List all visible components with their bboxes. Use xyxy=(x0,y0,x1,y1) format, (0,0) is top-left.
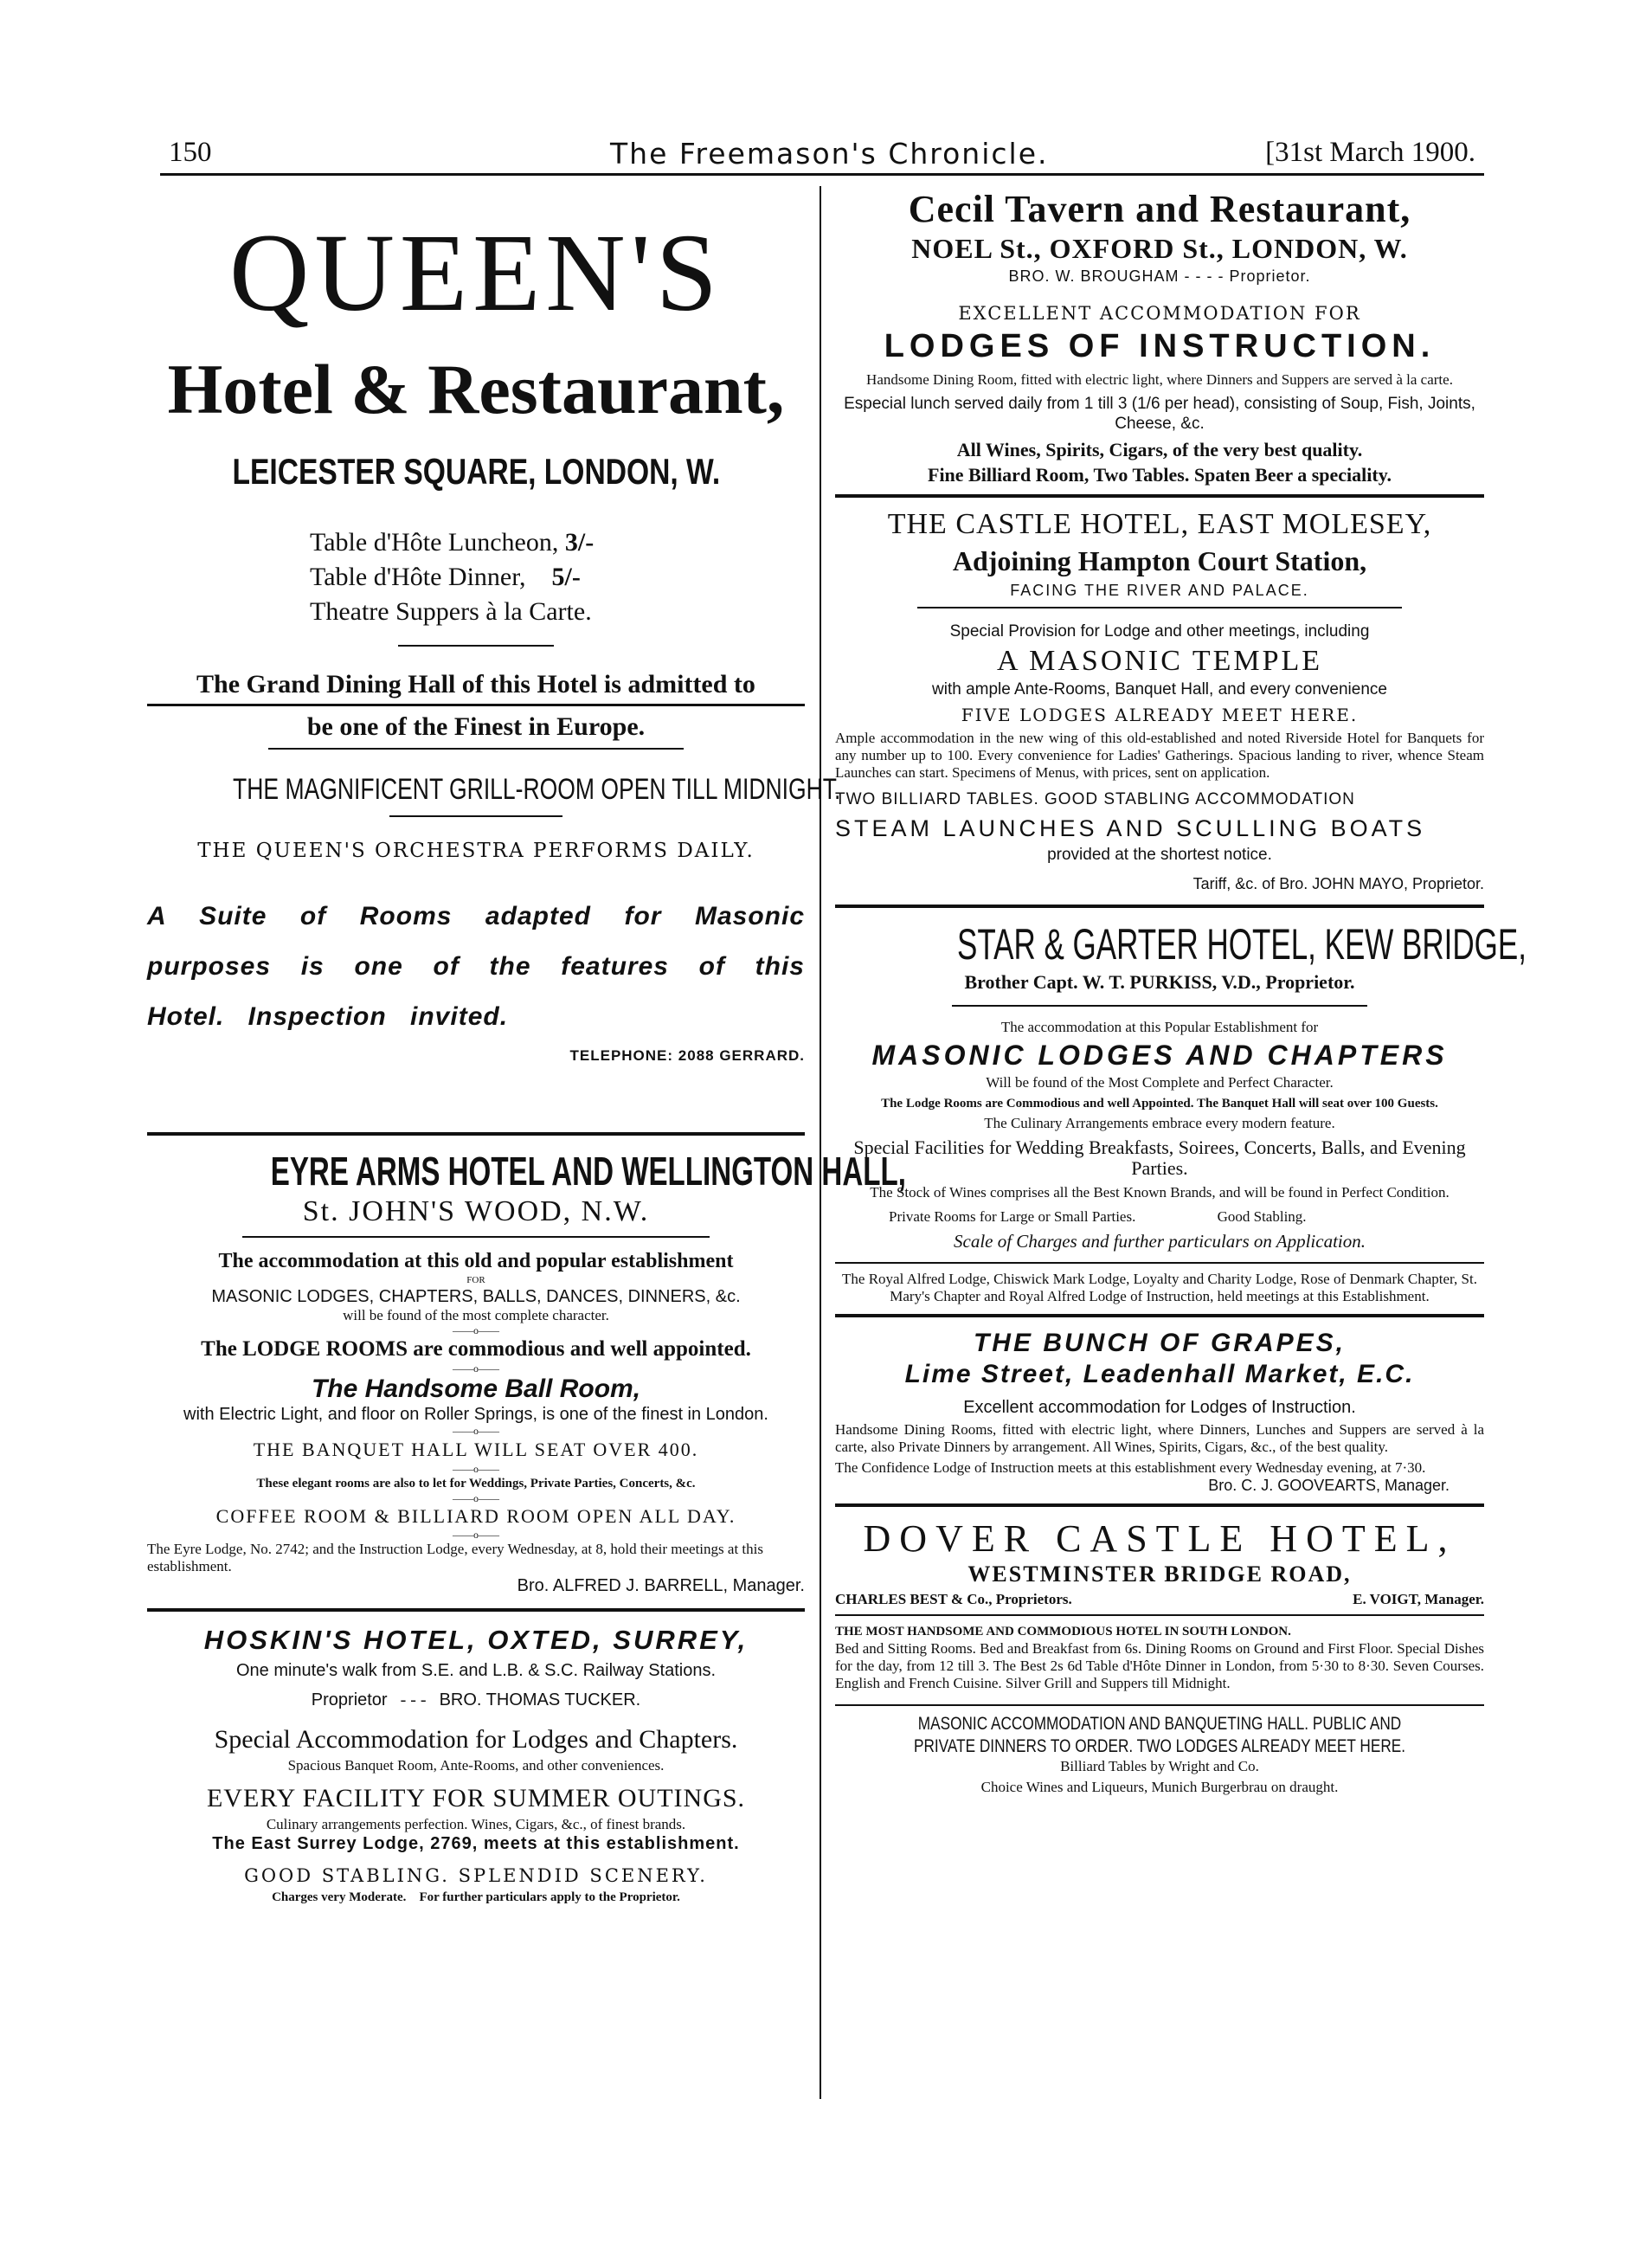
orchestra-line: THE QUEEN'S ORCHESTRA PERFORMS DAILY. xyxy=(197,840,755,862)
cecil-line: All Wines, Spirits, Cigars, of the very best quality. xyxy=(956,439,1363,460)
hoskin-proprietor-name: BRO. THOMAS TUCKER. xyxy=(439,1690,641,1709)
divider xyxy=(268,748,684,750)
dover-line-wrap xyxy=(835,1713,1484,1758)
hoskin-footer xyxy=(147,1890,805,1905)
star-title-wrap xyxy=(835,920,1527,969)
grand-line-1: The Grand Dining Hall of this Hotel is admitted to xyxy=(196,670,755,699)
divider xyxy=(917,607,1402,608)
star-rooms xyxy=(889,1208,1484,1226)
hoskin-proprietor-label: Proprietor xyxy=(311,1690,388,1709)
star-line: The Royal Alfred Lodge, Chiswick Mark Lodge, Loyalty and Charity Lodge, Rose of Denmark Chapter, St. Mary's Chapter and Royal Alfred Lodge of Instruction, held meetings at this Establishment. xyxy=(842,1271,1477,1304)
hoskin-particulars: For further particulars apply to the Proprietor. xyxy=(419,1890,680,1904)
eyre-line: The Eyre Lodge, No. 2742; and the Instruction Lodge, every Wednesday, at 8, hold their meetings at this establishment. xyxy=(147,1541,763,1574)
dover-line: Billiard Tables by Wright and Co. xyxy=(1060,1758,1259,1774)
castle-line: Special Provision for Lodge and other meetings, including xyxy=(949,622,1370,641)
star-line: The Stock of Wines comprises all the Best Known Brands, and will be found in Perfect Condition. xyxy=(870,1184,1450,1201)
star-title: STAR & GARTER HOTEL, KEW BRIDGE, xyxy=(956,920,1527,969)
star-garter-ad xyxy=(835,920,1527,1305)
star-line: The Culinary Arrangements embrace every modern feature. xyxy=(984,1115,1335,1131)
issue-date: [31st March 1900. xyxy=(1265,137,1475,168)
dover-proprietor-name: CHARLES BEST & Co., Proprietors. xyxy=(835,1591,1072,1607)
eyre-line: will be found of the most complete character. xyxy=(343,1307,609,1323)
castle-line: Ample accommodation in the new wing of this old-established and noted Riverside Hotel for Banquets for any number up to 100. Every convenience for Ladies' Gatherings. Spacious landing to river, whence Steam Launches can start. Specimens of Menus, with prices, sent on application. xyxy=(835,730,1484,781)
eyre-line: The LODGE ROOMS are commodious and well appointed. xyxy=(201,1337,751,1361)
page-number: 150 xyxy=(169,137,212,168)
cecil-proprietor: BRO. W. BROUGHAM - - - - Proprietor. xyxy=(1008,267,1311,285)
divider xyxy=(147,1132,805,1136)
hoskin-dashes: - - - xyxy=(400,1690,427,1709)
hoskin-charges: Charges very Moderate. xyxy=(272,1890,407,1904)
queens-address: LEICESTER SQUARE, LONDON, W. xyxy=(232,451,720,492)
divider xyxy=(835,1503,1484,1507)
queens-hotel-ad xyxy=(147,208,841,1065)
divider xyxy=(389,815,562,817)
grill-room-line xyxy=(147,769,841,810)
publication-title: The Freemason's Chronicle. xyxy=(610,137,1049,171)
star-private-rooms: Private Rooms for Large or Small Parties. xyxy=(889,1208,1136,1225)
bunch-of-grapes-ad xyxy=(835,1328,1484,1495)
hoskin-line: EVERY FACILITY FOR SUMMER OUTINGS. xyxy=(206,1784,746,1812)
divider xyxy=(147,704,805,706)
grapes-manager: Bro. C. J. GOOVEARTS, Manager. xyxy=(1208,1477,1450,1494)
eyre-line: with Electric Light, and floor on Roller Springs, is one of the finest in London. xyxy=(183,1405,768,1424)
eyre-manager: Bro. ALFRED J. BARRELL, Manager. xyxy=(517,1576,805,1595)
header-rule xyxy=(160,173,1484,176)
castle-line: FACING THE RIVER AND PALACE. xyxy=(1010,582,1309,599)
divider xyxy=(835,1262,1484,1264)
hoskin-line: Culinary arrangements perfection. Wines, Cigars, &c., of finest brands. xyxy=(266,1816,686,1832)
telephone-line: TELEPHONE: 2088 GERRARD. xyxy=(569,1047,805,1064)
divider xyxy=(835,1314,1484,1317)
dover-castle-ad xyxy=(835,1517,1484,1796)
column-divider xyxy=(820,186,821,2099)
grill-room-text: THE MAGNIFICENT GRILL-ROOM OPEN TILL MIDNIGHT. xyxy=(233,773,841,806)
menu-row xyxy=(310,525,805,560)
menu-row xyxy=(310,560,805,595)
hoskins-ad xyxy=(147,1624,805,1905)
hoskin-line: Spacious Banquet Room, Ante-Rooms, and other conveniences. xyxy=(287,1757,665,1774)
queens-subtitle: Hotel & Restaurant, xyxy=(167,350,785,428)
menu-label: Table d'Hôte Dinner, xyxy=(310,563,526,591)
dover-line: THE MOST HANDSOME AND COMMODIOUS HOTEL IN SOUTH LONDON. xyxy=(835,1625,1291,1639)
eyre-title-wrap xyxy=(147,1148,906,1194)
eyre-line: The accommodation at this old and popular establishment xyxy=(218,1250,734,1272)
divider xyxy=(835,494,1484,498)
cecil-line: Handsome Dining Room, fitted with electric light, where Dinners and Suppers are served à la carte. xyxy=(866,371,1453,388)
castle-line: STEAM LAUNCHES AND SCULLING BOATS xyxy=(835,815,1426,841)
hoskin-title: HOSKIN'S HOTEL, OXTED, SURREY, xyxy=(203,1625,749,1655)
star-line: The Lodge Rooms are Commodious and well Appointed. The Banquet Hall will seat over 100 Guests. xyxy=(881,1097,1438,1111)
castle-line: FIVE LODGES ALREADY MEET HERE. xyxy=(961,705,1359,725)
menu-label: Theatre Suppers à la Carte. xyxy=(310,597,592,626)
grapes-subtitle: Lime Street, Leadenhall Market, E.C. xyxy=(904,1360,1415,1388)
star-line: Will be found of the Most Complete and Perfect Character. xyxy=(986,1074,1334,1091)
dover-line: Bed and Sitting Rooms. Bed and Breakfast from 6s. Dining Rooms on Ground and First Floor. Special Dishes for the day, from 12 till 3. The Best 2s 6d Table d'Hôte Dinner in London, from 5·30 to 8·30. Seven Courses. English and French Cuisine. Silver Grill and Suppers till Midnight. xyxy=(835,1640,1484,1691)
eyre-line: These elegant rooms are also to let for Weddings, Private Parties, Concerts, &c. xyxy=(256,1477,696,1490)
queens-address-wrap xyxy=(147,446,805,498)
eyre-line: MASONIC LODGES, CHAPTERS, BALLS, DANCES, DINNERS, &c. xyxy=(211,1287,741,1306)
eyre-line: THE BANQUET HALL WILL SEAT OVER 400. xyxy=(253,1439,699,1460)
separator: ——o—— xyxy=(453,1324,499,1336)
divider xyxy=(835,1704,1484,1706)
suite-text: A Suite of Rooms adapted for Masonic purposes is one of the features of this Hotel. Inspection invited. xyxy=(147,902,805,1031)
menu-price: 3/- xyxy=(564,528,595,557)
dover-masonic: MASONIC ACCOMMODATION AND BANQUETING HALL. PUBLIC AND PRIVATE DINNERS TO ORDER. TWO LODGES ALREADY MEET HERE. xyxy=(913,1714,1406,1756)
eyre-line: FOR xyxy=(466,1275,485,1285)
divider xyxy=(835,1614,1484,1616)
eyre-title: EYRE ARMS HOTEL AND WELLINGTON HALL, xyxy=(270,1149,906,1194)
dover-line: Choice Wines and Liqueurs, Munich Burgerbrau on draught. xyxy=(980,1779,1339,1795)
eyre-line: The Handsome Ball Room, xyxy=(311,1375,641,1403)
menu-price: 5/- xyxy=(551,563,581,591)
grapes-line: Excellent accommodation for Lodges of Instruction. xyxy=(963,1398,1356,1417)
cecil-line: EXCELLENT ACCOMMODATION FOR xyxy=(958,303,1361,324)
separator: ——o—— xyxy=(453,1425,499,1437)
cecil-tavern-ad xyxy=(835,188,1484,487)
star-line: MASONIC LODGES AND CHAPTERS xyxy=(871,1040,1448,1071)
separator: ——o—— xyxy=(453,1529,499,1541)
divider xyxy=(835,905,1484,908)
hoskin-proprietor xyxy=(147,1690,805,1710)
queens-title: QUEEN'S xyxy=(229,211,723,334)
separator: ——o—— xyxy=(453,1492,499,1504)
right-column xyxy=(835,186,1527,1796)
grapes-title: THE BUNCH OF GRAPES, xyxy=(973,1329,1347,1357)
menu-label: Table d'Hôte Luncheon, xyxy=(310,528,559,557)
dover-subtitle: WESTMINSTER BRIDGE ROAD, xyxy=(967,1561,1352,1587)
castle-hotel-ad xyxy=(835,506,1484,896)
hoskin-line: GOOD STABLING. SPLENDID SCENERY. xyxy=(244,1865,708,1886)
star-line: The accommodation at this Popular Establishment for xyxy=(1000,1019,1319,1035)
eyre-arms-ad xyxy=(147,1148,906,1596)
cecil-line: Especial lunch served daily from 1 till 3 (1/6 per head), consisting of Soup, Fish, Joints, Cheese, &c. xyxy=(844,395,1475,433)
cecil-line: Fine Billiard Room, Two Tables. Spaten Beer a speciality. xyxy=(928,464,1392,486)
dover-proprietors xyxy=(835,1588,1484,1611)
castle-title: THE CASTLE HOTEL, EAST MOLESEY, xyxy=(887,508,1432,540)
star-subtitle: Brother Capt. W. T. PURKISS, V.D., Proprietor. xyxy=(964,971,1355,993)
castle-line: provided at the shortest notice. xyxy=(1047,846,1272,864)
page-header xyxy=(160,137,1484,171)
divider xyxy=(242,1236,710,1238)
divider xyxy=(147,1608,805,1612)
eyre-line: COFFEE ROOM & BILLIARD ROOM OPEN ALL DAY. xyxy=(215,1505,736,1527)
star-stabling: Good Stabling. xyxy=(1217,1208,1307,1225)
cecil-line: LODGES OF INSTRUCTION. xyxy=(884,328,1436,364)
hoskin-line: The East Surrey Lodge, 2769, meets at this establishment. xyxy=(212,1834,740,1853)
divider xyxy=(952,1005,1367,1007)
cecil-title: Cecil Tavern and Restaurant, xyxy=(908,188,1411,230)
castle-subtitle: Adjoining Hampton Court Station, xyxy=(952,545,1367,576)
grand-line-2: be one of the Finest in Europe. xyxy=(306,712,646,741)
grapes-line: The Confidence Lodge of Instruction meets at this establishment every Wednesday evening, at 7·30. xyxy=(835,1459,1426,1476)
menu-row xyxy=(310,595,805,629)
grapes-line: Handsome Dining Rooms, fitted with electric light, where Dinners, Lunches and Suppers are served à la carte, also Private Dinners by arrangement. All Wines, Spirits, Cigars, &c., of the best quality. xyxy=(835,1421,1484,1455)
cecil-address: NOEL St., OXFORD St., LONDON, W. xyxy=(911,233,1408,264)
castle-line: with ample Ante-Rooms, Banquet Hall, and every convenience xyxy=(932,680,1387,699)
divider xyxy=(398,645,554,647)
dover-manager-name: E. VOIGT, Manager. xyxy=(1353,1591,1484,1607)
castle-line: TWO BILLIARD TABLES. GOOD STABLING ACCOMMODATION xyxy=(835,790,1355,808)
separator: ——o—— xyxy=(453,1463,499,1475)
hoskin-line: One minute's walk from S.E. and L.B. & S.C. Railway Stations. xyxy=(235,1661,717,1680)
queens-menu xyxy=(310,525,805,629)
castle-line: A MASONIC TEMPLE xyxy=(996,645,1323,677)
separator: ——o—— xyxy=(453,1362,499,1375)
hoskin-line: Special Accommodation for Lodges and Chapters. xyxy=(214,1725,738,1754)
dover-title: DOVER CASTLE HOTEL, xyxy=(863,1517,1456,1560)
left-column xyxy=(147,186,906,1905)
eyre-subtitle: St. JOHN'S WOOD, N.W. xyxy=(302,1195,650,1227)
castle-proprietor: Tariff, &c. of Bro. JOHN MAYO, Proprietor. xyxy=(1192,875,1484,892)
star-line: Scale of Charges and further particulars on Application. xyxy=(954,1231,1366,1252)
star-line: Special Facilities for Wedding Breakfasts, Soirees, Concerts, Balls, and Evening Parties. xyxy=(853,1136,1466,1179)
